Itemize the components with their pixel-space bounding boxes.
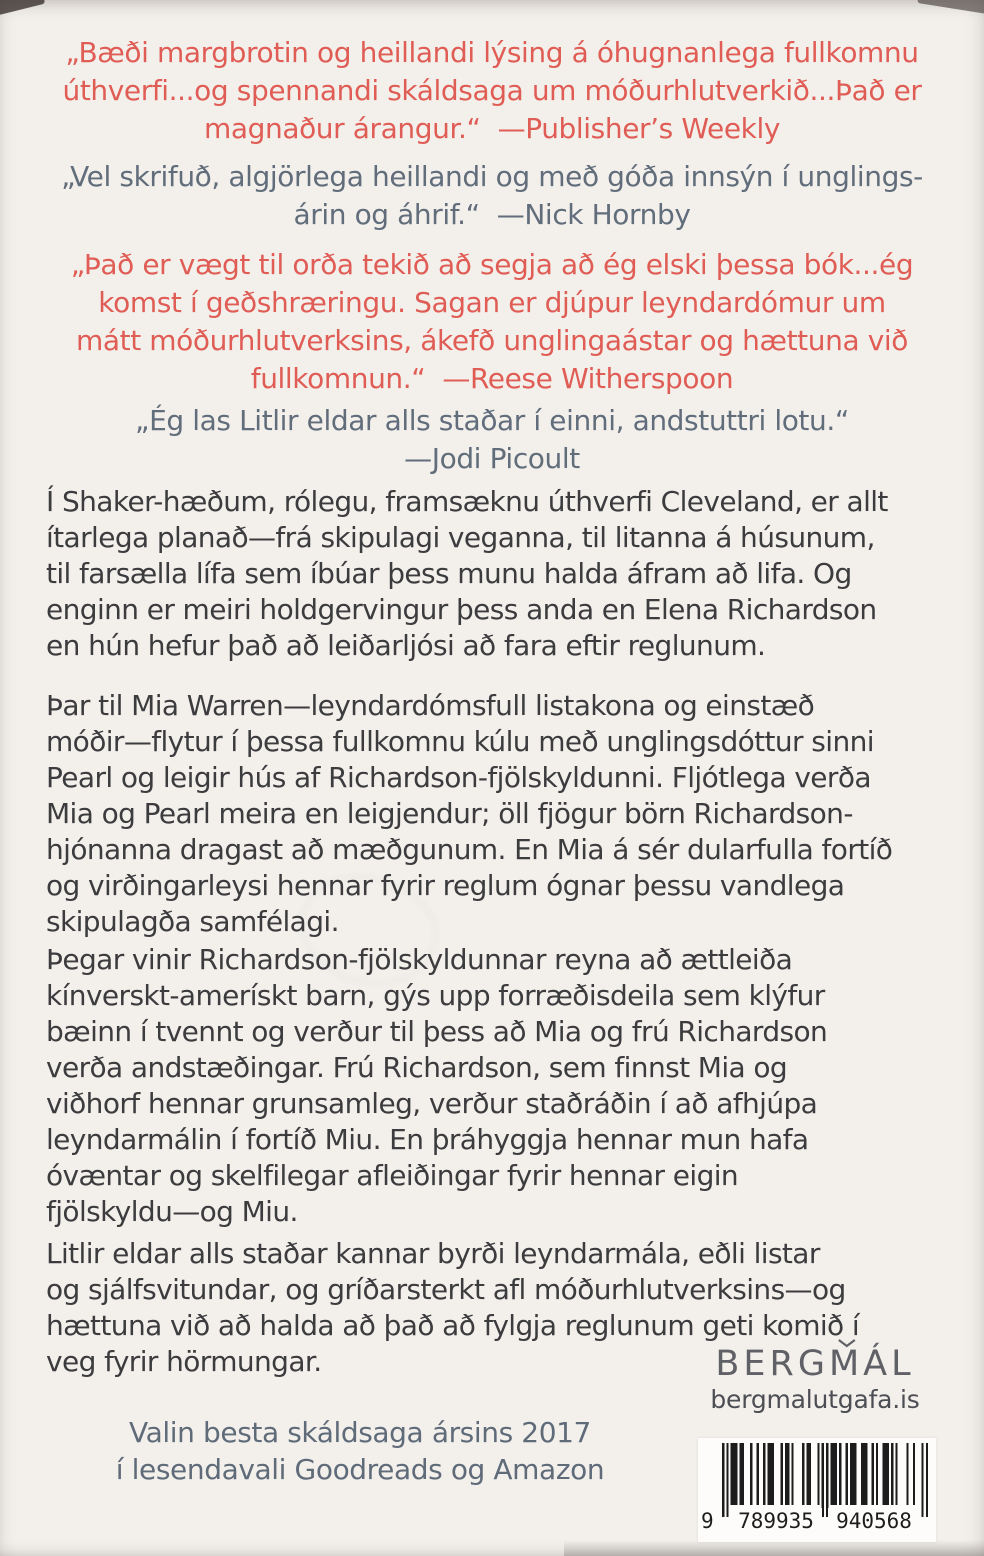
synopsis-line: viðhorf hennar grunsamleg, verður staðráðin í að afhjúpa bbox=[46, 1087, 818, 1120]
award-note bbox=[30, 1414, 690, 1488]
quote-line: árin og áhrif.“ —Nick Hornby bbox=[293, 198, 691, 231]
quote-line: mátt móðurhlutverksins, ákefð unglingaástar og hættuna við bbox=[76, 324, 908, 357]
synopsis-line: leyndarmálin í fortíð Miu. En þráhyggja hennar mun hafa bbox=[46, 1123, 809, 1156]
synopsis-line: veg fyrir hörmungar. bbox=[46, 1345, 322, 1378]
synopsis-line: enginn er meiri holdgervingur þess anda en Elena Richardson bbox=[46, 593, 877, 626]
quote-line: komst í geðshræringu. Sagan er djúpur leyndardómur um bbox=[98, 286, 886, 319]
synopsis-line: Þegar vinir Richardson-fjölskyldunnar reyna að ættleiða bbox=[46, 943, 793, 976]
award-line: Valin besta skáldsaga ársins 2017 bbox=[129, 1416, 591, 1449]
synopsis-line: bæinn í tvennt og verður til þess að Mia og frú Richardson bbox=[46, 1015, 828, 1048]
quote-line: úthverfi...og spennandi skáldsaga um móðurhlutverkið...Það er bbox=[62, 74, 922, 107]
publisher-logo bbox=[692, 1344, 938, 1384]
barcode-digit-group: 789935 bbox=[730, 1508, 822, 1534]
synopsis-line: verða andstæðingar. Frú Richardson, sem finnst Mia og bbox=[46, 1051, 788, 1084]
synopsis-line: Litlir eldar alls staðar kannar byrði leyndarmála, eðli listar bbox=[46, 1237, 820, 1270]
synopsis-line: hjónanna dragast að mæðgunum. En Mia á sér dularfulla fortíð bbox=[46, 833, 893, 866]
synopsis-paragraph-2 bbox=[46, 688, 946, 940]
quote-line: —Jodi Picoult bbox=[404, 442, 580, 475]
logo-text: M bbox=[828, 1344, 864, 1384]
synopsis-line: og virðingarleysi hennar fyrir reglum ógnar þessu vandlega bbox=[46, 869, 845, 902]
barcode-digit-group: 940568 bbox=[828, 1508, 920, 1534]
quote-line: magnaður árangur.“ —Publisher’s Weekly bbox=[203, 112, 781, 145]
scan-artifact-top-left bbox=[0, 0, 45, 16]
scan-shadow-bottom bbox=[564, 1540, 984, 1556]
barcode-digit-group: 9 bbox=[701, 1509, 714, 1533]
quote-publishers-weekly bbox=[0, 34, 984, 148]
barcode bbox=[698, 1438, 936, 1542]
synopsis-paragraph-1 bbox=[46, 484, 946, 664]
synopsis-line: Mia og Pearl meira en leigjendur; öll fjögur börn Richardson- bbox=[46, 797, 853, 830]
synopsis-line: Þar til Mia Warren—leyndardómsfull listakona og einstæð bbox=[46, 689, 815, 722]
quote-nick-hornby bbox=[0, 158, 984, 234]
quote-jodi-picoult bbox=[0, 402, 984, 478]
scan-artifact-top-right bbox=[917, 0, 984, 15]
synopsis-line: til farsælla lífa sem íbúar þess munu halda áfram að lifa. Og bbox=[46, 557, 852, 590]
synopsis-line: óvæntar og skelfilegar afleiðingar fyrir hennar eigin bbox=[46, 1159, 739, 1192]
publisher-block bbox=[692, 1344, 938, 1415]
synopsis-paragraph-3 bbox=[46, 942, 946, 1230]
synopsis-line: móðir—flytur í þessa fullkomnu kúlu með unglingsdóttur sinni bbox=[46, 725, 874, 758]
quote-line: „Það er vægt til orða tekið að segja að ég elski þessa bók...ég bbox=[70, 248, 914, 281]
synopsis-line: og sjálfsvitundar, og gríðarsterkt afl móðurhlutverksins—og bbox=[46, 1273, 846, 1306]
quote-line: „Bæði margbrotin og heillandi lýsing á óhugnanlega fullkomnu bbox=[65, 36, 919, 69]
synopsis-line: Pearl og leigir hús af Richardson-fjölskyldunni. Fljótlega verða bbox=[46, 761, 871, 794]
synopsis-line: hættuna við að halda að það að fylgja reglunum geti komið í bbox=[46, 1309, 860, 1342]
echo-chevron-icon bbox=[837, 1339, 857, 1348]
synopsis-line: skipulagða samfélagi. bbox=[46, 905, 339, 938]
quote-reese-witherspoon bbox=[0, 246, 984, 398]
logo-text: BERG bbox=[715, 1344, 829, 1384]
award-line: í lesendavali Goodreads og Amazon bbox=[115, 1453, 605, 1486]
quote-line: fullkomnun.“ —Reese Witherspoon bbox=[250, 362, 734, 395]
synopsis-line: kínverskt-amerískt barn, gýs upp forræðisdeila sem klýfur bbox=[46, 979, 825, 1012]
synopsis-line: fjölskyldu—og Miu. bbox=[46, 1195, 298, 1228]
publisher-website: bergmalutgafa.is bbox=[710, 1385, 920, 1414]
quote-line: „Vel skrifuð, algjörlega heillandi og með góða innsýn í unglings- bbox=[61, 160, 923, 193]
synopsis-line: ítarlega planað—frá skipulagi veganna, til litanna á húsunum, bbox=[46, 521, 875, 554]
logo-text: ÁL bbox=[863, 1344, 915, 1384]
synopsis-line: en hún hefur það að leiðarljósi að fara eftir reglunum. bbox=[46, 629, 766, 662]
quote-line: „Ég las Litlir eldar alls staðar í einni, andstuttri lotu.“ bbox=[135, 404, 849, 437]
synopsis-line: Í Shaker-hæðum, rólegu, framsæknu úthverfi Cleveland, er allt bbox=[46, 485, 888, 518]
